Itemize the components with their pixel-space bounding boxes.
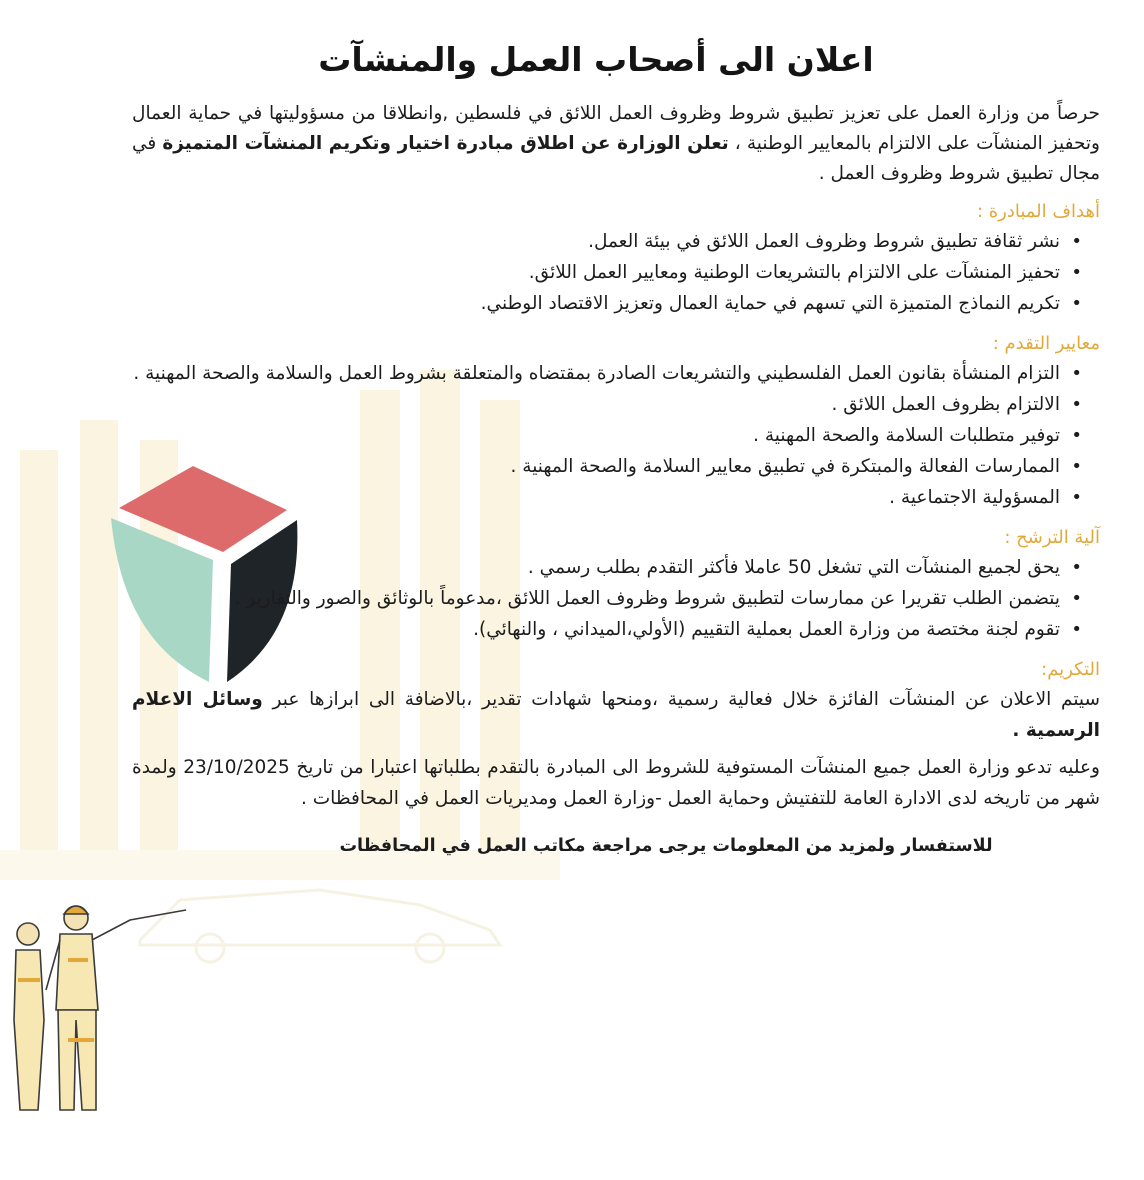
list-item: • الالتزام بظروف العمل اللائق . <box>132 389 1082 420</box>
criteria-title: معايير التقدم : <box>992 333 1100 354</box>
nomination-title: آلية الترشح : <box>1004 527 1100 548</box>
list-item: • توفير متطلبات السلامة والصحة المهنية . <box>132 420 1082 451</box>
list-item: • الممارسات الفعالة والمبتكرة في تطبيق معايير السلامة والصحة المهنية . <box>132 451 1082 482</box>
honoring-bold-text: وسائل الاعلام الرسمية . <box>132 689 1100 741</box>
criteria-list <box>132 358 1100 513</box>
intro-text-2: في مجال تطبيق شروط وظروف العمل . <box>132 133 1100 184</box>
workers-illustration <box>10 890 200 1120</box>
intro-text-1: حرصاً من وزارة العمل على تعزيز تطبيق شروط وظروف العمل اللائق في فلسطين ,وانطلاقا من مسؤوليتها في حماية العمال وتحفيز المنشآت على الالتزام بالمعايير الوطنية ، <box>132 103 1100 154</box>
invitation-paragraph: وعليه تدعو وزارة العمل جميع المنشآت المستوفية للشروط الى المبادرة بالتقدم بطلباتها اعتبارا من تاريخ 23/10/2025 ولمدة شهر من تاريخه لدى الادارة العامة للتفتيش وحماية العمل -وزارة العمل ومديريات العمل في المحافظات . <box>132 757 1100 809</box>
list-item: • يتضمن الطلب تقريرا عن ممارسات لتطبيق شروط وظروف العمل اللائق ،مدعوماً بالوثائق والصور والتقارير . <box>132 583 1082 614</box>
page-title: اعلان الى أصحاب العمل والمنشآت <box>318 40 874 79</box>
announcement-content <box>132 40 1100 856</box>
goals-title: أهداف المبادرة : <box>976 201 1100 222</box>
list-item: • تكريم النماذج المتميزة التي تسهم في حماية العمال وتعزيز الاقتصاد الوطني. <box>132 288 1082 319</box>
intro-paragraph <box>132 99 1100 189</box>
list-item: • التزام المنشأة بقانون العمل الفلسطيني والتشريعات الصادرة بمقتضاه والمتعلقة بشروط العمل والسلامة والصحة المهنية . <box>132 358 1082 389</box>
list-item: • المسؤولية الاجتماعية . <box>132 482 1082 513</box>
list-item: • تقوم لجنة مختصة من وزارة العمل بعملية التقييم (الأولي،الميداني ، والنهائي). <box>132 614 1082 645</box>
honoring-title: التكريم: <box>1041 659 1100 680</box>
nomination-list <box>132 552 1100 645</box>
intro-bold-text: تعلن الوزارة عن اطلاق مبادرة اختيار وتكريم المنشآت المتميزة <box>162 133 729 154</box>
list-item: • يحق لجميع المنشآت التي تشغل 50 عاملا فأكثر التقدم بطلب رسمي . <box>132 552 1082 583</box>
goals-list <box>132 226 1100 319</box>
contact-note: للاستفسار ولمزيد من المعلومات يرجى مراجعة مكاتب العمل في المحافظات <box>339 836 993 856</box>
honoring-paragraph <box>132 684 1100 746</box>
honoring-text: سيتم الاعلان عن المنشآت الفائزة خلال فعالية رسمية ،ومنحها شهادات تقدير ،بالاضافة الى ابرازها عبر <box>262 689 1100 710</box>
list-item: • نشر ثقافة تطبيق شروط وظروف العمل اللائق في بيئة العمل. <box>132 226 1082 257</box>
list-item: • تحفيز المنشآت على الالتزام بالتشريعات الوطنية ومعايير العمل اللائق. <box>132 257 1082 288</box>
